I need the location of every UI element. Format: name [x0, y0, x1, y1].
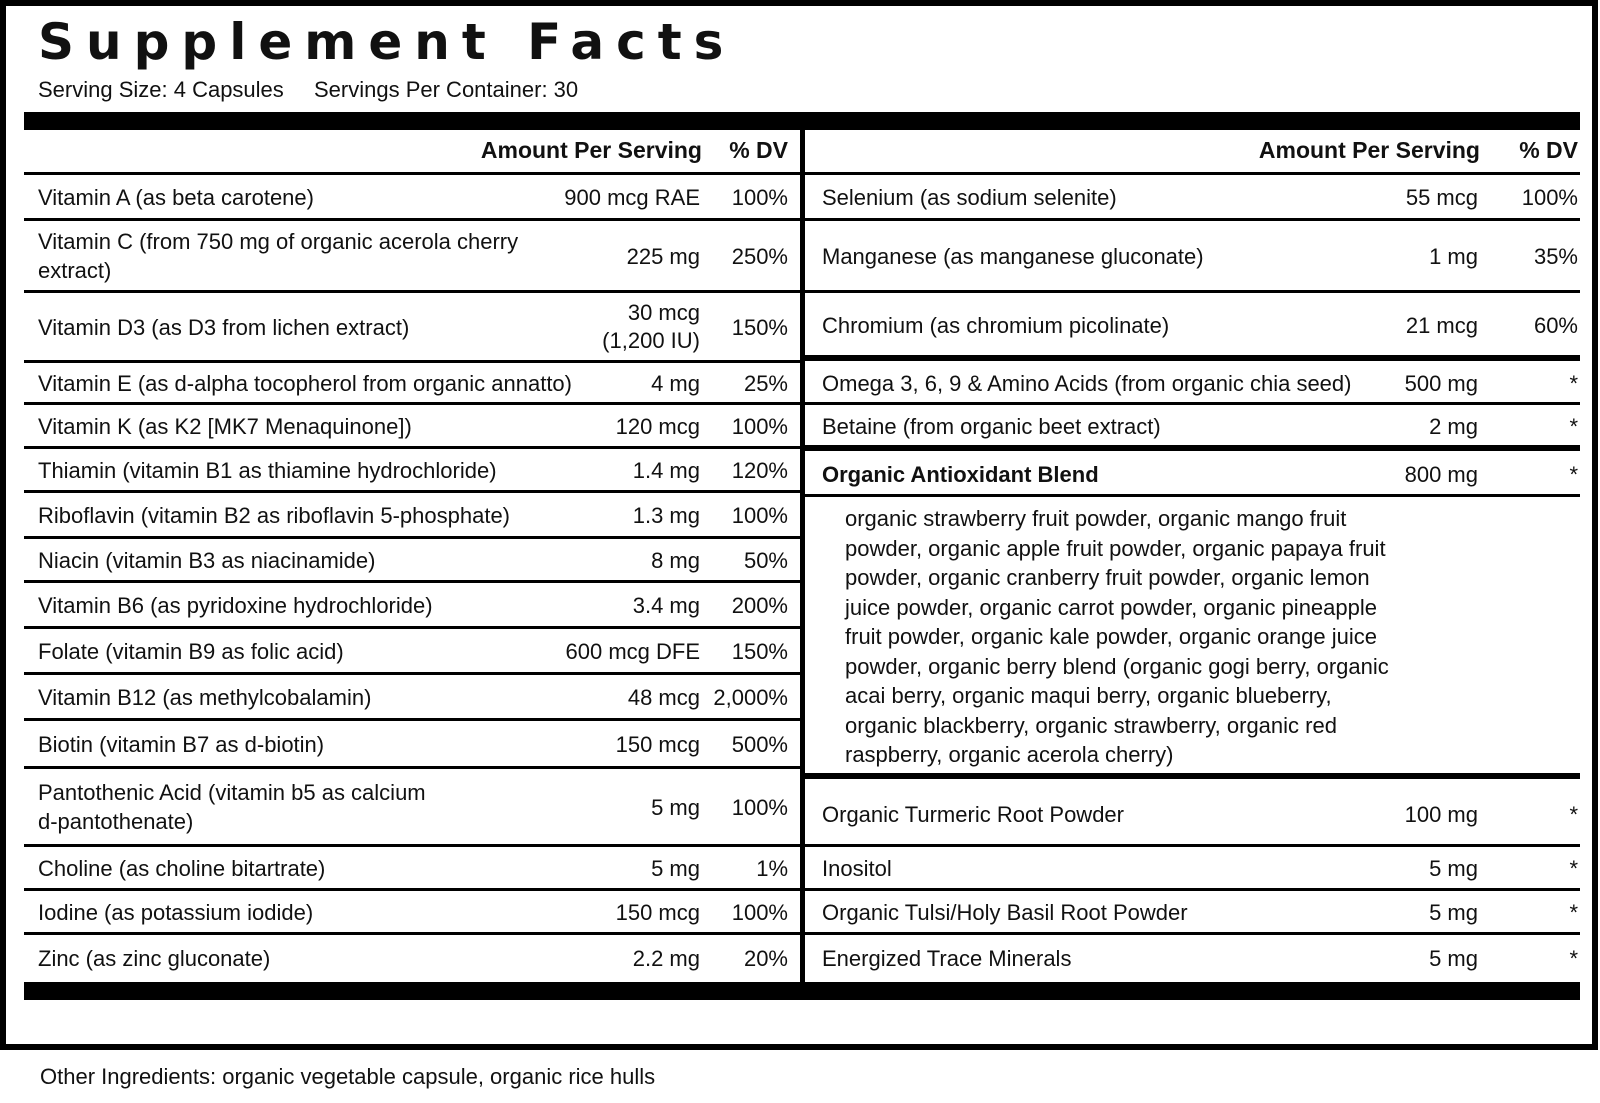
right-nutrient-dv: *	[1569, 855, 1578, 881]
right-nutrient-amount: 1 mg	[1429, 243, 1478, 269]
left-nutrient-amount: 8 mg	[651, 547, 700, 573]
left-nutrient-amount: 2.2 mg	[632, 945, 700, 971]
left-nutrient-dv: 500%	[731, 731, 788, 757]
left-row-rule	[24, 844, 800, 847]
right-nutrient-name: Organic Turmeric Root Powder	[822, 801, 1124, 827]
left-row-rule	[24, 672, 800, 675]
right-nutrient-dv: *	[1569, 801, 1578, 827]
left-row-rule	[24, 490, 800, 493]
right-row-rule	[805, 172, 1580, 175]
right-nutrient-dv: *	[1569, 461, 1578, 487]
left-row-rule	[24, 888, 800, 891]
right-nutrient-name: Energized Trace Minerals	[822, 945, 1072, 971]
left-nutrient-dv: 200%	[731, 592, 788, 618]
left-nutrient-dv: 100%	[731, 184, 788, 210]
other-ingredients: Other Ingredients: organic vegetable capsule, organic rice hulls	[40, 1064, 656, 1089]
right-nutrient-dv: *	[1569, 945, 1578, 971]
left-nutrient-name: Zinc (as zinc gluconate)	[38, 945, 271, 971]
right-nutrient-dv: 60%	[1533, 312, 1578, 338]
right-row-rule	[805, 773, 1580, 779]
left-nutrient-name: Vitamin K (as K2 [MK7 Menaquinone])	[38, 413, 412, 439]
left-row-rule	[24, 402, 800, 405]
right-nutrient-amount: 2 mg	[1429, 413, 1478, 439]
left-row-rule	[24, 360, 800, 363]
left-nutrient-name: Vitamin E (as d-alpha tocopherol from organic annatto)	[38, 370, 572, 396]
left-row-rule	[24, 218, 800, 221]
left-nutrient-dv: 1%	[756, 855, 788, 881]
left-nutrient-dv: 120%	[731, 457, 788, 483]
left-nutrient-name: Niacin (vitamin B3 as niacinamide)	[38, 547, 376, 573]
right-row-rule	[805, 844, 1580, 847]
right-row-rule	[805, 290, 1580, 293]
left-nutrient-dv: 250%	[731, 243, 788, 269]
right-nutrient-amount: 21 mcg	[1405, 312, 1478, 338]
left-row-rule	[24, 446, 800, 449]
right-nutrient-amount: 100 mg	[1404, 801, 1478, 827]
left-row-rule	[24, 626, 800, 629]
left-row-rule	[24, 290, 800, 293]
left-amount-header: Amount Per Serving	[480, 137, 702, 163]
bottom-thick-bar	[24, 982, 1580, 1000]
left-nutrient-amount: 1.3 mg	[632, 502, 700, 528]
left-nutrient-dv: 20%	[743, 945, 788, 971]
servings-per-container: Servings Per Container: 30	[314, 77, 579, 102]
left-nutrient-name-continued: d-pantothenate)	[38, 809, 194, 834]
left-nutrient-name: Vitamin A (as beta carotene)	[38, 184, 314, 210]
right-row-rule	[805, 402, 1580, 405]
left-nutrient-dv: 100%	[731, 502, 788, 528]
left-nutrient-amount: 600 mcg DFE	[565, 638, 700, 664]
left-nutrient-amount: 5 mg	[651, 855, 700, 881]
right-nutrient-amount: 55 mcg	[1405, 184, 1478, 210]
left-nutrient-name: Vitamin D3 (as D3 from lichen extract)	[38, 314, 410, 340]
right-row-rule	[805, 932, 1580, 935]
left-nutrient-dv: 100%	[731, 899, 788, 925]
left-nutrient-name: Biotin (vitamin B7 as d-biotin)	[38, 731, 325, 757]
left-nutrient-dv: 100%	[731, 794, 788, 820]
right-nutrient-amount: 5 mg	[1429, 945, 1478, 971]
left-nutrient-name: Riboflavin (vitamin B2 as riboflavin 5-phosphate)	[38, 502, 511, 528]
right-nutrient-dv: 100%	[1521, 184, 1578, 210]
left-nutrient-amount: 225 mg	[626, 243, 700, 269]
left-row-rule	[24, 766, 800, 769]
left-nutrient-name: Vitamin B12 (as methylcobalamin)	[38, 684, 372, 710]
left-nutrient-amount: 150 mcg	[615, 731, 700, 757]
right-nutrient-amount: 500 mg	[1404, 370, 1478, 396]
left-dv-header: % DV	[729, 137, 788, 163]
left-nutrient-amount: 30 mcg	[627, 300, 700, 325]
right-row-rule	[805, 888, 1580, 891]
left-nutrient-amount: 48 mcg	[627, 684, 700, 710]
right-nutrient-amount: 5 mg	[1429, 899, 1478, 925]
left-nutrient-name: Pantothenic Acid (vitamin b5 as calcium	[38, 780, 426, 805]
panel-title: Supplement Facts	[38, 13, 736, 71]
left-nutrient-name-continued: extract)	[38, 258, 112, 283]
left-nutrient-amount: 150 mcg	[615, 899, 700, 925]
left-nutrient-name: Vitamin B6 (as pyridoxine hydrochloride)	[38, 592, 433, 618]
left-nutrient-dv: 150%	[731, 638, 788, 664]
right-row-rule	[805, 218, 1580, 221]
left-nutrient-amount: 900 mcg RAE	[564, 184, 700, 210]
right-nutrient-name: Organic Tulsi/Holy Basil Root Powder	[822, 899, 1188, 925]
left-nutrient-name: Folate (vitamin B9 as folic acid)	[38, 638, 344, 664]
left-nutrient-amount: 4 mg	[651, 370, 700, 396]
left-nutrient-amount: 1.4 mg	[632, 457, 700, 483]
left-nutrient-dv: 150%	[731, 314, 788, 340]
serving-size: Serving Size: 4 Capsules	[38, 77, 284, 102]
left-nutrient-name: Iodine (as potassium iodide)	[38, 899, 314, 925]
left-nutrient-dv: 50%	[743, 547, 788, 573]
left-nutrient-amount: 5 mg	[651, 794, 700, 820]
right-amount-header: Amount Per Serving	[1258, 137, 1480, 163]
right-nutrient-dv: *	[1569, 899, 1578, 925]
left-row-rule	[24, 718, 800, 721]
right-nutrient-name: Inositol	[822, 855, 892, 881]
right-nutrient-amount: 800 mg	[1404, 461, 1478, 487]
antioxidant-blend-ingredients: organic strawberry fruit powder, organic mango fruit powder, organic apple fruit powder, organic papaya fruit powder, organic cranberry fruit powder, organic lemon juice powder, organic carrot powder, organic pineapple fruit powder, organic kale powder, organic orange juice powder, organic berry blend (organic gogi berry, organic acai berry, organic maqui berry, organic blueberry, organic blackberry, organic strawberry, organic red raspberry, organic acerola cherry)	[845, 506, 1389, 767]
right-nutrient-name: Manganese (as manganese gluconate)	[822, 243, 1204, 269]
left-nutrient-name: Vitamin C (from 750 mg of organic acerola cherry	[38, 229, 519, 254]
left-nutrient-name: Thiamin (vitamin B1 as thiamine hydrochloride)	[38, 457, 497, 483]
left-nutrient-amount: 120 mcg	[615, 413, 700, 439]
right-row-rule	[805, 494, 1580, 497]
right-nutrient-amount: 5 mg	[1429, 855, 1478, 881]
left-row-rule	[24, 580, 800, 583]
left-row-rule	[24, 172, 800, 175]
right-nutrient-dv: *	[1569, 370, 1578, 396]
right-row-rule	[805, 445, 1580, 451]
left-nutrient-amount: 3.4 mg	[632, 592, 700, 618]
right-nutrient-name: Selenium (as sodium selenite)	[822, 184, 1117, 210]
right-nutrient-name: Betaine (from organic beet extract)	[822, 413, 1161, 439]
right-row-rule	[805, 355, 1580, 361]
left-nutrient-amount-continued: (1,200 IU)	[602, 328, 700, 353]
right-nutrient-name: Organic Antioxidant Blend	[822, 461, 1099, 487]
right-nutrient-name: Chromium (as chromium picolinate)	[822, 312, 1170, 338]
column-divider	[800, 130, 805, 982]
top-thick-bar	[24, 112, 1580, 130]
right-nutrient-name: Omega 3, 6, 9 & Amino Acids (from organic chia seed)	[822, 370, 1352, 396]
right-nutrient-dv: 35%	[1533, 243, 1578, 269]
left-nutrient-dv: 2,000%	[713, 684, 788, 710]
left-nutrient-dv: 100%	[731, 413, 788, 439]
right-nutrient-dv: *	[1569, 413, 1578, 439]
left-row-rule	[24, 536, 800, 539]
left-row-rule	[24, 932, 800, 935]
left-nutrient-dv: 25%	[743, 370, 788, 396]
right-dv-header: % DV	[1519, 137, 1578, 163]
left-nutrient-name: Choline (as choline bitartrate)	[38, 855, 326, 881]
